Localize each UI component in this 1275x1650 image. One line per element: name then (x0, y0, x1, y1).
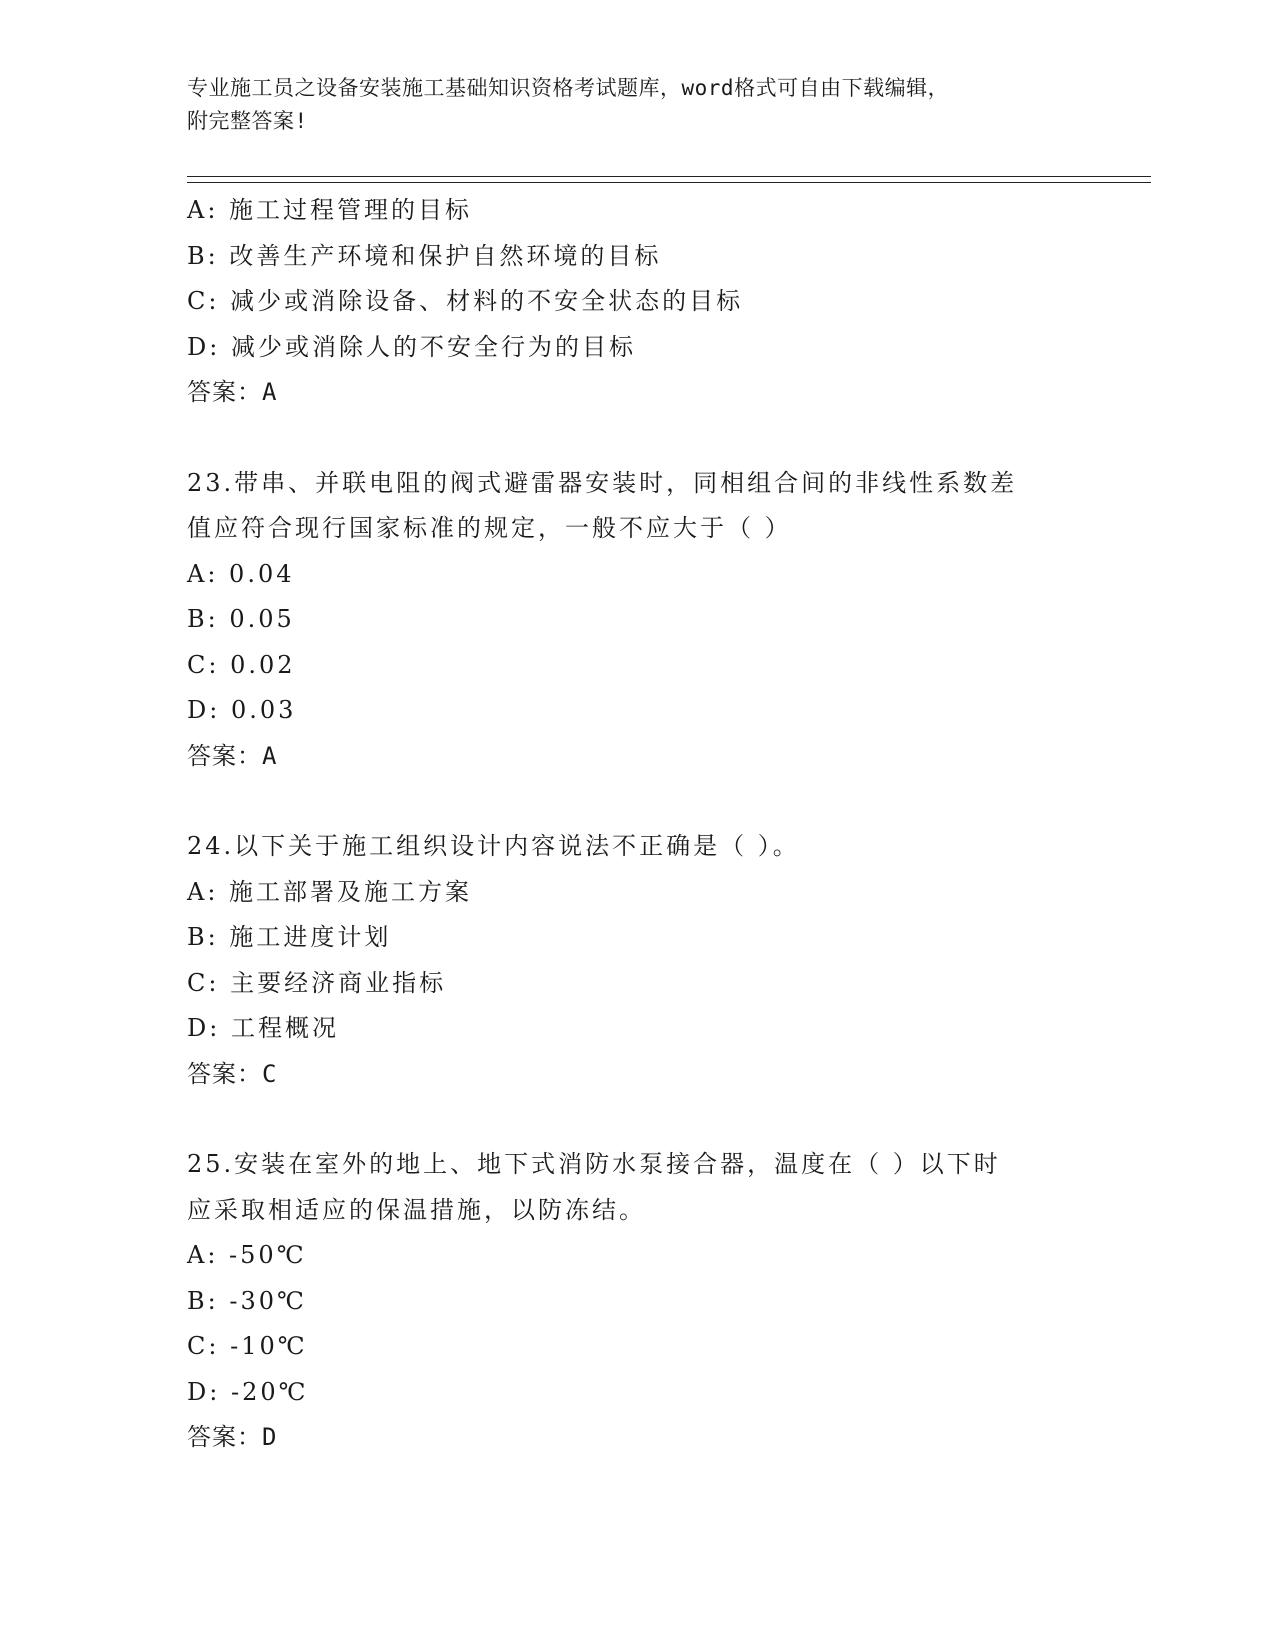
option-a: A: 0.04 (187, 559, 295, 588)
answer-value: D (262, 1423, 278, 1451)
option-a: A: 施工过程管理的目标 (187, 196, 473, 224)
question-25 (187, 1142, 1087, 1461)
option-d: D: 0.03 (187, 696, 297, 724)
document-header (187, 72, 1067, 138)
question-stem: 23.带串、并联电阻的阀式避雷器安装时，同相组合间的非线性系数差 (187, 468, 1018, 497)
answer-value: C (262, 1059, 278, 1088)
question-stem: 25.安装在室外的地上、地下式消防水泵接合器，温度在（ ）以下时 (187, 1150, 1001, 1178)
question-24 (187, 824, 1087, 1097)
question-stem-continued: 应采取相适应的保温措施，以防冻结。 (187, 1195, 646, 1224)
header-line-2: 附完整答案! (187, 109, 308, 133)
answer-label: 答案： (187, 1423, 262, 1451)
header-line-1: 专业施工员之设备安装施工基础知识资格考试题库，word格式可自由下载编辑， (187, 76, 950, 100)
option-c: C: 0.02 (187, 650, 296, 679)
answer-label: 答案： (187, 1059, 262, 1088)
answer-label: 答案： (187, 741, 262, 770)
option-d: D: -20℃ (187, 1377, 309, 1406)
option-b: B: 改善生产环境和保护自然环境的目标 (187, 241, 662, 270)
header-divider-top (187, 176, 1151, 177)
answer-line (187, 370, 1087, 416)
answer-value: A (262, 378, 278, 406)
option-a: A: -50℃ (187, 1241, 307, 1269)
question-22 (187, 188, 1087, 416)
question-stem-continued: 值应符合现行国家标准的规定，一般不应大于（ ） (187, 514, 792, 542)
option-b: B: 0.05 (187, 605, 295, 633)
option-c: C: 主要经济商业指标 (187, 968, 447, 997)
option-d: D: 减少或消除人的不安全行为的目标 (187, 332, 636, 361)
answer-line (187, 734, 1087, 780)
answer-label: 答案： (187, 378, 262, 406)
answer-value: A (262, 741, 278, 770)
option-b: B: 施工进度计划 (187, 923, 392, 951)
option-d: D: 工程概况 (187, 1014, 339, 1042)
option-a: A: 施工部署及施工方案 (187, 877, 473, 906)
question-stem: 24.以下关于施工组织设计内容说法不正确是（ ）。 (187, 832, 800, 860)
question-23 (187, 461, 1087, 780)
option-c: C: 减少或消除设备、材料的不安全状态的目标 (187, 287, 744, 315)
option-b: B: -30℃ (187, 1286, 307, 1315)
question-list (187, 188, 1087, 1461)
answer-line (187, 1052, 1087, 1098)
header-divider-bottom (187, 182, 1151, 183)
answer-line (187, 1415, 1087, 1461)
option-c: C: -10℃ (187, 1332, 308, 1360)
